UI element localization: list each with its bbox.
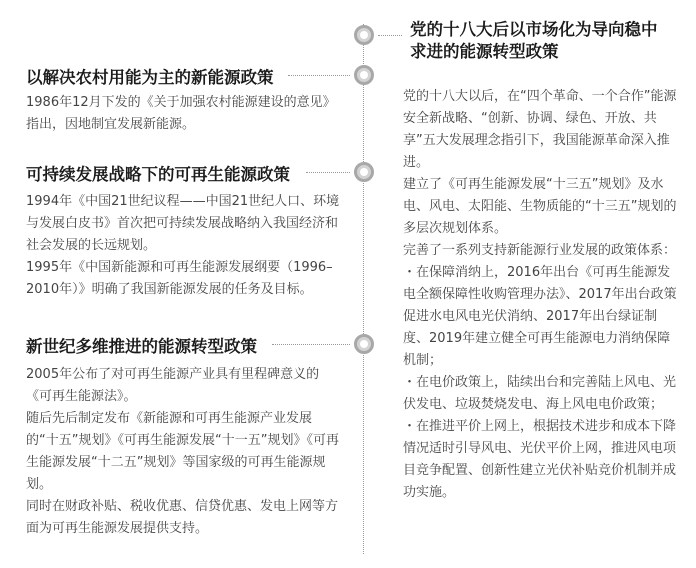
timeline-node-sustainable [354,162,374,182]
section-body-new-century [26,364,342,540]
connector-dots [288,75,350,76]
paragraph: 1994年《中国21世纪议程——中国21世纪人口、环境与发展白皮书》首次把可持续发展战略纳入我国经济和社会发展的长远规划。 [26,194,340,253]
connector-dots [272,344,350,345]
section-title-rural-energy: 以解决农村用能为主的新能源政策 [26,68,274,87]
connector-dots [378,35,402,36]
paragraph: 2005年公布了对可再生能源产业具有里程碑意义的《可再生能源法》。 [26,367,320,404]
paragraph: 1986年12月下发的《关于加强农村能源建设的意见》指出，因地制宜发展新能源。 [26,95,336,132]
paragraph: ・在推进平价上网上，根据技术进步和成本下降情况适时引导风电、光伏平价上网，推进风电项目竞争配置、创新性建立光伏补贴竞价机制并成功实施。 [403,419,677,500]
paragraph: 建立了《可再生能源发展“十三五”规划》及水电、风电、太阳能、生物质能的“十三五”规划的多层次规划体系。 [403,177,677,236]
timeline-node-rural-energy [354,65,374,85]
paragraph: 完善了一系列支持新能源行业发展的政策体系： [403,243,677,258]
section-title-new-century: 新世纪多维推进的能源转型政策 [26,337,257,356]
paragraph: 随后先后制定发布《新能源和可再生能源产业发展的“十五”规划》《可再生能源发展“十一五”规划》《可再生能源发展“十二五”规划》等国家级的可再生能源规划。 [26,411,339,492]
section-body-18th-congress [403,86,680,504]
paragraph: ・在保障消纳上，2016年出台《可再生能源发电全额保障性收购管理办法》、2017年出台政策促进水电风电光伏消纳、2017年出台绿证制度、2019年建立健全可再生能源电力消纳保障机制； [403,265,677,368]
section-title-sustainable: 可持续发展战略下的可再生能源政策 [26,165,290,184]
timeline-node-18th-congress [354,25,374,45]
paragraph: 同时在财政补贴、税收优惠、信贷优惠、发电上网等方面为可再生能源发展提供支持。 [26,499,339,536]
timeline-line [363,24,364,554]
paragraph: ・在电价政策上，陆续出台和完善陆上风电、光伏发电、垃圾焚烧发电、海上风电电价政策； [403,375,677,412]
section-body-rural-energy [26,92,336,136]
timeline-node-new-century [354,334,374,354]
section-body-sustainable [26,191,342,301]
section-title-18th-congress: 党的十八大后以市场化为导向稳中求进的能源转型政策 [410,20,658,61]
connector-dots [306,172,350,173]
paragraph: 1995年《中国新能源和可再生能源发展纲要（1996–2010年）》明确了我国新能源发展的任务及目标。 [26,260,333,297]
paragraph: 党的十八大以后，在“四个革命、一个合作”能源安全新战略、“创新、协调、绿色、开放、共享”五大发展理念指引下，我国能源革命深入推进。 [403,89,677,170]
